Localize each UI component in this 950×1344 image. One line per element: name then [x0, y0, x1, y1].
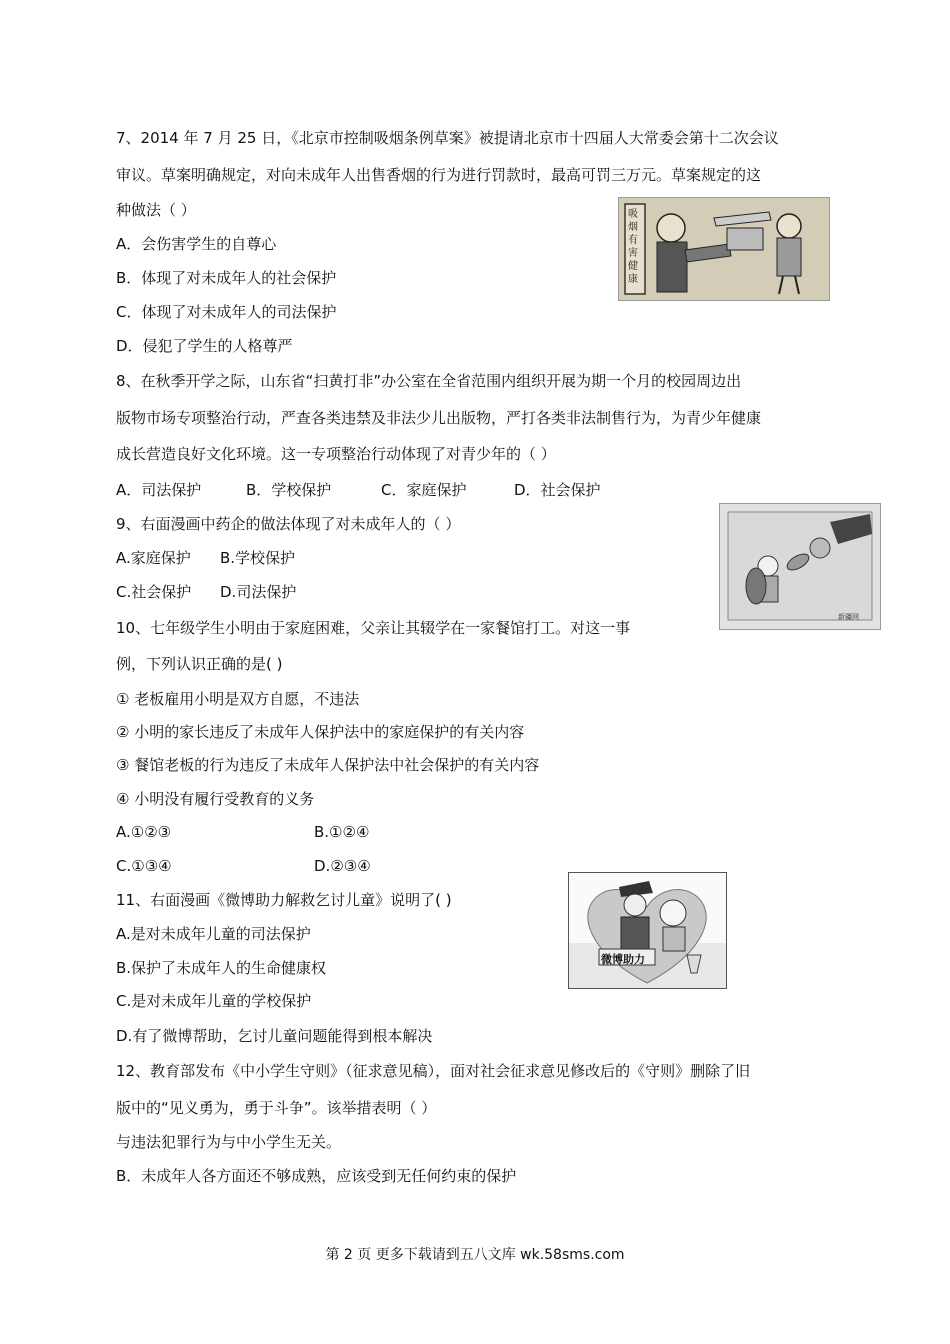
- q11-option-d: D.有了微博帮助，乞讨儿童问题能得到根本解决: [116, 1027, 433, 1045]
- q7-option-b: B．体现了对未成年人的社会保护: [116, 269, 337, 287]
- q9-option-b: B.学校保护: [220, 549, 296, 567]
- pharma-cartoon-caption: 新疆网: [838, 613, 859, 621]
- pharma-cartoon-image: [719, 503, 881, 630]
- q10-stem-line2: 例，下列认识正确的是( ): [116, 655, 283, 673]
- q11-option-a: A.是对未成年儿童的司法保护: [116, 925, 311, 943]
- q8-stem-line2: 版物市场专项整治行动，严查各类违禁及非法少儿出版物，严打各类非法制售行为，为青少年健康: [116, 409, 762, 427]
- q10-option-a: A.①②③: [116, 823, 172, 841]
- weibo-cartoon-drawing: [569, 873, 726, 988]
- q7-option-a: A．会伤害学生的自尊心: [116, 235, 277, 253]
- q12-stem-line2: 版中的“见义勇为，勇于斗争”。该举措表明（ ）: [116, 1099, 437, 1117]
- q9-stem-line1: 9、右面漫画中药企的做法体现了对未成年人的（ ）: [116, 515, 461, 533]
- weibo-cartoon-image: [568, 872, 727, 989]
- q8-option-a: A．司法保护: [116, 481, 202, 499]
- weibo-cartoon-caption: 微博助力: [601, 953, 645, 966]
- q10-statement-1: ① 老板雇用小明是双方自愿，不违法: [116, 690, 360, 708]
- q11-option-b: B.保护了未成年人的生命健康权: [116, 959, 327, 977]
- q8-stem-line1: 8、在秋季开学之际，山东省“扫黄打非”办公室在全省范围内组织开展为期一个月的校园周边出: [116, 372, 742, 390]
- smoking-cartoon-drawing: [619, 198, 829, 300]
- q8-option-c: C．家庭保护: [381, 481, 467, 499]
- q11-option-c: C.是对未成年儿童的学校保护: [116, 992, 312, 1010]
- q9-option-d: D.司法保护: [220, 583, 297, 601]
- q8-option-b: B．学校保护: [246, 481, 332, 499]
- pharma-cartoon-drawing: [720, 504, 880, 629]
- q10-statement-3: ③ 餐馆老板的行为违反了未成年人保护法中社会保护的有关内容: [116, 756, 540, 774]
- q11-stem-line1: 11、右面漫画《微博助力解救乞讨儿童》说明了( ): [116, 891, 452, 909]
- q9-option-a: A.家庭保护: [116, 549, 191, 567]
- q7-option-d: D．侵犯了学生的人格尊严: [116, 337, 293, 355]
- q7-option-c: C．体现了对未成年人的司法保护: [116, 303, 337, 321]
- q8-stem-line3: 成长营造良好文化环境。这一专项整治行动体现了对青少年的（ ）: [116, 445, 556, 463]
- q12-stem-line1: 12、教育部发布《中小学生守则》（征求意见稿），面对社会征求意见修改后的《守则》删除了旧: [116, 1062, 751, 1080]
- q10-option-d: D.②③④: [314, 857, 371, 875]
- page-footer: 第 2 页 更多下载请到五八文库 wk.58sms.com: [325, 1247, 625, 1263]
- smoking-cartoon-caption: 吸烟有害健康: [628, 209, 638, 285]
- q9-option-c: C.社会保护: [116, 583, 192, 601]
- q12-option-b: B．未成年人各方面还不够成熟，应该受到无任何约束的保护: [116, 1167, 517, 1185]
- q10-option-c: C.①③④: [116, 857, 172, 875]
- q10-option-b: B.①②④: [314, 823, 370, 841]
- q7-stem-line3: 种做法（ ）: [116, 201, 196, 219]
- q12-stem-line3: 与违法犯罪行为与中小学生无关。: [116, 1133, 342, 1151]
- q10-stem-line1: 10、七年级学生小明由于家庭困难，父亲让其辍学在一家餐馆打工。对这一事: [116, 619, 631, 637]
- q7-stem-line1: 7、2014 年 7 月 25 日，《北京市控制吸烟条例草案》被提请北京市十四届人大常委会第十二次会议: [116, 129, 779, 147]
- q10-statement-2: ② 小明的家长违反了未成年人保护法中的家庭保护的有关内容: [116, 723, 525, 741]
- q7-stem-line2: 审议。草案明确规定，对向未成年人出售香烟的行为进行罚款时，最高可罚三万元。草案规定的这: [116, 166, 762, 184]
- q8-option-d: D．社会保护: [514, 481, 601, 499]
- q10-statement-4: ④ 小明没有履行受教育的义务: [116, 790, 315, 808]
- smoking-cartoon-image: [618, 197, 830, 301]
